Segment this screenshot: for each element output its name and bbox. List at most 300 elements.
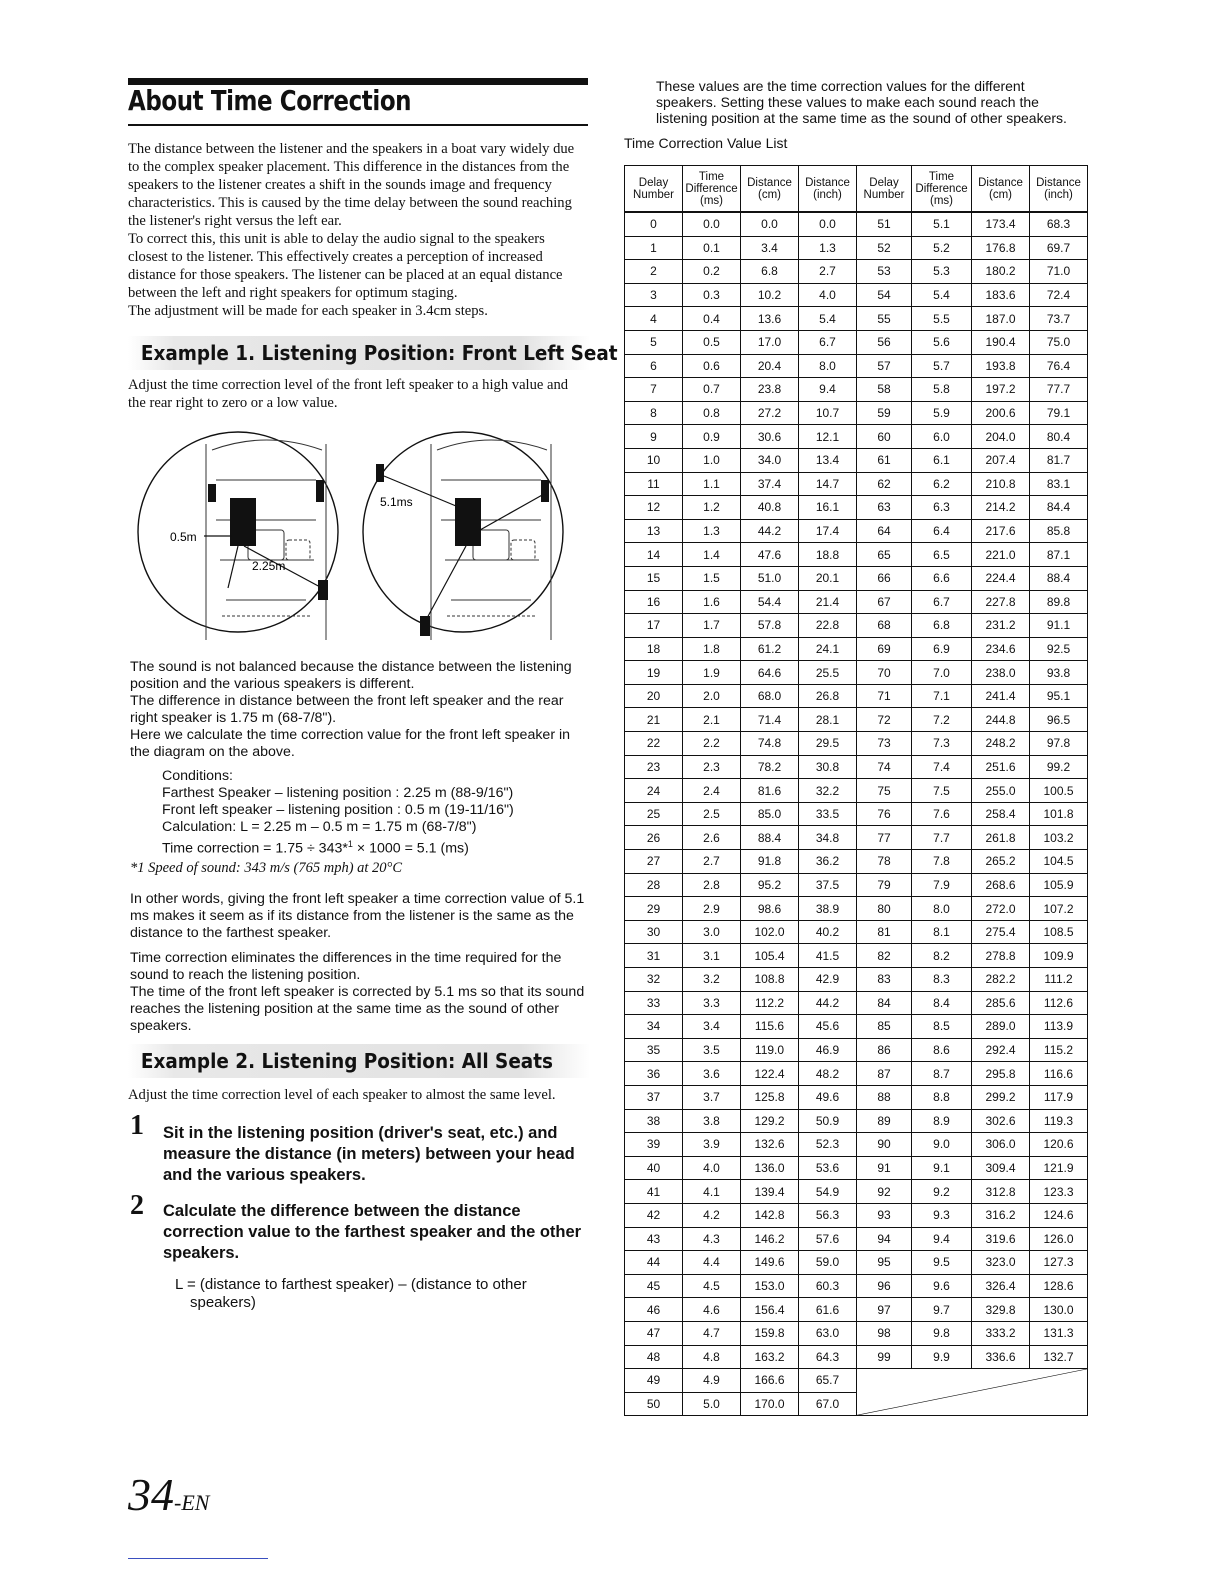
- table-cell: 9.4: [912, 1227, 972, 1251]
- table-cell: 40.8: [741, 496, 799, 520]
- table-cell: 0.3: [683, 283, 741, 307]
- table-row: [625, 684, 1088, 708]
- table-cell: 163.2: [741, 1345, 799, 1369]
- step-2-number: 2: [130, 1190, 144, 1221]
- table-cell: 1.4: [683, 543, 741, 567]
- header-distance-cm: Distance (cm): [741, 166, 799, 213]
- table-cell: 53.6: [799, 1156, 857, 1180]
- table-cell: 13.4: [799, 448, 857, 472]
- table-cell: 108.5: [1030, 920, 1088, 944]
- table-cell: 35: [625, 1038, 683, 1062]
- listening-position-diagram: [136, 420, 586, 644]
- table-cell: 95.2: [741, 873, 799, 897]
- table-cell: 61.2: [741, 637, 799, 661]
- table-cell: 31: [625, 944, 683, 968]
- table-cell: 81.7: [1030, 448, 1088, 472]
- table-cell: 3.6: [683, 1062, 741, 1086]
- table-cell: 97.8: [1030, 732, 1088, 756]
- table-cell: 2.0: [683, 684, 741, 708]
- table-row: [625, 897, 1088, 921]
- table-cell: 61: [857, 448, 912, 472]
- table-cell: 1.2: [683, 496, 741, 520]
- table-cell: 9.2: [912, 1180, 972, 1204]
- table-cell: 98.6: [741, 897, 799, 921]
- table-cell: 112.2: [741, 991, 799, 1015]
- label-near-distance: 0.5m: [170, 530, 197, 544]
- table-row: [625, 448, 1088, 472]
- table-cell: 72.4: [1030, 283, 1088, 307]
- table-cell: 67.0: [799, 1392, 857, 1416]
- table-cell: 81.6: [741, 779, 799, 803]
- table-cell: 214.2: [972, 496, 1030, 520]
- table-row: [625, 472, 1088, 496]
- table-row: [625, 732, 1088, 756]
- table-cell: 159.8: [741, 1321, 799, 1345]
- table-row: [625, 307, 1088, 331]
- table-cell: 96.5: [1030, 708, 1088, 732]
- table-cell: 33: [625, 991, 683, 1015]
- table-cell: 74.8: [741, 732, 799, 756]
- table-cell: 0.2: [683, 260, 741, 284]
- table-cell: 58: [857, 378, 912, 402]
- table-cell: 0.0: [741, 212, 799, 236]
- table-cell: 45: [625, 1274, 683, 1298]
- table-cell: 3.1: [683, 944, 741, 968]
- table-cell: 26: [625, 826, 683, 850]
- table-cell: 125.8: [741, 1085, 799, 1109]
- table-cell: 121.9: [1030, 1156, 1088, 1180]
- example-1-banner: [128, 336, 618, 370]
- table-cell: 132.7: [1030, 1345, 1088, 1369]
- table-cell: 9.5: [912, 1251, 972, 1275]
- table-cell: 48: [625, 1345, 683, 1369]
- table-cell: 6.7: [799, 330, 857, 354]
- table-cell: 49: [625, 1369, 683, 1393]
- table-cell: 8.6: [912, 1038, 972, 1062]
- table-cell: 36.2: [799, 850, 857, 874]
- table-cell: 25.5: [799, 661, 857, 685]
- table-row: [625, 543, 1088, 567]
- table-cell: 282.2: [972, 968, 1030, 992]
- table-cell: 19: [625, 661, 683, 685]
- table-cell: 78: [857, 850, 912, 874]
- table-cell: 102.0: [741, 920, 799, 944]
- table-cell: 9: [625, 425, 683, 449]
- table-row: [625, 755, 1088, 779]
- step-1-number: 1: [130, 1110, 144, 1141]
- table-row: [625, 850, 1088, 874]
- table-cell: 91: [857, 1156, 912, 1180]
- table-row: [625, 236, 1088, 260]
- table-cell: 22.8: [799, 614, 857, 638]
- table-cell: 3.2: [683, 968, 741, 992]
- table-cell: 173.4: [972, 212, 1030, 236]
- conditions-title: Conditions:: [162, 768, 233, 784]
- table-cell: 65.7: [799, 1369, 857, 1393]
- table-cell: 32: [625, 968, 683, 992]
- table-cell: 146.2: [741, 1227, 799, 1251]
- table-cell: 207.4: [972, 448, 1030, 472]
- table-cell: 20.1: [799, 566, 857, 590]
- table-row: [625, 968, 1088, 992]
- table-row: [625, 802, 1088, 826]
- table-cell: 42.9: [799, 968, 857, 992]
- condition-time-correction: Time correction = 1.75 ÷ 343*$^1$ × 1000 = 5.1 (ms): [162, 839, 469, 857]
- table-cell: 2.8: [683, 873, 741, 897]
- table-cell: 3.3: [683, 991, 741, 1015]
- calculation-intro-text: Here we calculate the time correction value for the front left speaker in the diagram on the above.: [130, 727, 571, 760]
- table-cell: 136.0: [741, 1156, 799, 1180]
- table-cell: 4.5: [683, 1274, 741, 1298]
- table-cell: 15: [625, 566, 683, 590]
- table-cell: 5.6: [912, 330, 972, 354]
- table-cell: 8.9: [912, 1109, 972, 1133]
- table-row: [625, 425, 1088, 449]
- table-row: [625, 283, 1088, 307]
- table-cell: 17: [625, 614, 683, 638]
- table-cell: 27.2: [741, 401, 799, 425]
- table-cell: 18.8: [799, 543, 857, 567]
- table-cell: 7.6: [912, 802, 972, 826]
- table-cell: 6.9: [912, 637, 972, 661]
- table-row: [625, 614, 1088, 638]
- table-cell: 21.4: [799, 590, 857, 614]
- table-cell: 40.2: [799, 920, 857, 944]
- condition-farthest: Farthest Speaker – listening position : 2.25 m (88-9/16"): [162, 785, 514, 801]
- table-cell: 59.0: [799, 1251, 857, 1275]
- table-cell: 18: [625, 637, 683, 661]
- table-cell: 88.4: [741, 826, 799, 850]
- table-cell: 69.7: [1030, 236, 1088, 260]
- table-cell: 183.6: [972, 283, 1030, 307]
- table-row: [625, 1203, 1088, 1227]
- table-cell: 9.3: [912, 1203, 972, 1227]
- table-cell: 54: [857, 283, 912, 307]
- header-distance-inch: Distance (inch): [1030, 166, 1088, 213]
- table-cell: 111.2: [1030, 968, 1088, 992]
- table-cell: 70: [857, 661, 912, 685]
- table-cell: 29: [625, 897, 683, 921]
- table-cell: 292.4: [972, 1038, 1030, 1062]
- table-cell: 3.7: [683, 1085, 741, 1109]
- label-far-distance: 2.25m: [252, 559, 286, 573]
- table-cell: 193.8: [972, 354, 1030, 378]
- header-delay-number: Delay Number: [625, 166, 683, 213]
- table-row: [625, 1274, 1088, 1298]
- table-cell: 48.2: [799, 1062, 857, 1086]
- example-1-description: Adjust the time correction level of the front left speaker to a high value and the rear right to zero or a low value.: [128, 377, 569, 411]
- table-cell: 82: [857, 944, 912, 968]
- table-cell: 34.0: [741, 448, 799, 472]
- table-cell: 28: [625, 873, 683, 897]
- table-cell: 52.3: [799, 1133, 857, 1157]
- header-time-difference: Time Difference (ms): [912, 166, 972, 213]
- table-cell: 234.6: [972, 637, 1030, 661]
- table-cell: 2.4: [683, 779, 741, 803]
- table-cell: 2.7: [799, 260, 857, 284]
- table-cell: 323.0: [972, 1251, 1030, 1275]
- speed-of-sound-footnote: *1 Speed of sound: 343 m/s (765 mph) at 20°C: [130, 860, 403, 876]
- table-cell: 13: [625, 519, 683, 543]
- table-cell: 261.8: [972, 826, 1030, 850]
- table-cell: 3.4: [683, 1015, 741, 1039]
- table-cell: 4.2: [683, 1203, 741, 1227]
- table-cell: 126.0: [1030, 1227, 1088, 1251]
- table-cell: 41: [625, 1180, 683, 1204]
- table-cell: 156.4: [741, 1298, 799, 1322]
- table-cell: 115.2: [1030, 1038, 1088, 1062]
- table-cell: 5.2: [912, 236, 972, 260]
- eliminates-paragraph: Time correction eliminates the differences in the time required for the sound to reach the listening position.: [130, 950, 562, 983]
- table-cell: 23: [625, 755, 683, 779]
- table-cell: 3.0: [683, 920, 741, 944]
- table-cell: 1.3: [799, 236, 857, 260]
- table-row: [625, 496, 1088, 520]
- table-cell: 5.7: [912, 354, 972, 378]
- table-row: [625, 519, 1088, 543]
- table-cell: 57: [857, 354, 912, 378]
- table-cell: 6.1: [912, 448, 972, 472]
- table-cell: 7.5: [912, 779, 972, 803]
- table-cell: 66: [857, 566, 912, 590]
- table-cell: 105.4: [741, 944, 799, 968]
- table-cell: 56: [857, 330, 912, 354]
- table-cell: 7.4: [912, 755, 972, 779]
- table-cell: 6.6: [912, 566, 972, 590]
- table-row: [625, 637, 1088, 661]
- table-cell: 124.6: [1030, 1203, 1088, 1227]
- table-cell: 120.6: [1030, 1133, 1088, 1157]
- table-row: [625, 1251, 1088, 1275]
- table-cell: 319.6: [972, 1227, 1030, 1251]
- table-cell: 113.9: [1030, 1015, 1088, 1039]
- table-cell: 170.0: [741, 1392, 799, 1416]
- table-cell: 255.0: [972, 779, 1030, 803]
- table-cell: 6.5: [912, 543, 972, 567]
- table-cell: 2.2: [683, 732, 741, 756]
- table-cell: 0.1: [683, 236, 741, 260]
- empty-area-diagonal: [857, 1369, 1087, 1415]
- table-cell: 59: [857, 401, 912, 425]
- footnote-mark: *1: [130, 860, 145, 876]
- table-cell: 89.8: [1030, 590, 1088, 614]
- table-cell: 1: [625, 236, 683, 260]
- table-cell: 75.0: [1030, 330, 1088, 354]
- table-cell: 3: [625, 283, 683, 307]
- table-cell: 55: [857, 307, 912, 331]
- table-cell: 316.2: [972, 1203, 1030, 1227]
- table-cell: 9.1: [912, 1156, 972, 1180]
- table-cell: 20.4: [741, 354, 799, 378]
- table-cell: 0.6: [683, 354, 741, 378]
- table-cell: 8.1: [912, 920, 972, 944]
- table-cell: 50: [625, 1392, 683, 1416]
- table-row: [625, 212, 1088, 236]
- table-row: [625, 354, 1088, 378]
- table-cell: 63: [857, 496, 912, 520]
- table-row: [625, 1298, 1088, 1322]
- table-cell: 57.6: [799, 1227, 857, 1251]
- table-cell: 77.7: [1030, 378, 1088, 402]
- table-cell: 50.9: [799, 1109, 857, 1133]
- table-cell: 78.2: [741, 755, 799, 779]
- table-cell: 9.6: [912, 1274, 972, 1298]
- table-cell: 39: [625, 1133, 683, 1157]
- table-cell: 299.2: [972, 1085, 1030, 1109]
- table-cell: 51.0: [741, 566, 799, 590]
- table-cell: 36: [625, 1062, 683, 1086]
- table-cell: 6.0: [912, 425, 972, 449]
- table-cell: 1.7: [683, 614, 741, 638]
- table-cell: 51: [857, 212, 912, 236]
- table-cell: 88: [857, 1085, 912, 1109]
- table-cell: 86: [857, 1038, 912, 1062]
- table-cell: 5.5: [912, 307, 972, 331]
- table-cell: 130.0: [1030, 1298, 1088, 1322]
- table-cell: 132.6: [741, 1133, 799, 1157]
- table-cell: 60: [857, 425, 912, 449]
- table-cell: 329.8: [972, 1298, 1030, 1322]
- table-cell: 4.3: [683, 1227, 741, 1251]
- other-words-text: In other words, giving the front left speaker a time correction value of 5.1 ms makes it seem as if its distance from the listener is the same as the distance to the farthest speaker.: [130, 891, 585, 941]
- table-cell: 9.9: [912, 1345, 972, 1369]
- table-cell: 65: [857, 543, 912, 567]
- table-cell: 238.0: [972, 661, 1030, 685]
- table-cell: 47: [625, 1321, 683, 1345]
- example-2-title: Example 2. Listening Position: All Seats: [140, 1049, 553, 1073]
- table-cell: 14: [625, 543, 683, 567]
- table-cell: 34: [625, 1015, 683, 1039]
- table-cell: 24.1: [799, 637, 857, 661]
- table-cell: 21: [625, 708, 683, 732]
- table-cell: 312.8: [972, 1180, 1030, 1204]
- table-cell: 85.0: [741, 802, 799, 826]
- table-cell: 6.8: [741, 260, 799, 284]
- table-cell: 81: [857, 920, 912, 944]
- table-cell: 43: [625, 1227, 683, 1251]
- table-cell: 98: [857, 1321, 912, 1345]
- table-cell: 11: [625, 472, 683, 496]
- table-row: [625, 826, 1088, 850]
- table-cell: 34.8: [799, 826, 857, 850]
- table-cell: 0.4: [683, 307, 741, 331]
- table-cell: 9.0: [912, 1133, 972, 1157]
- table-cell: 142.8: [741, 1203, 799, 1227]
- table-cell: 241.4: [972, 684, 1030, 708]
- table-cell: 4.9: [683, 1369, 741, 1393]
- condition-calculation: Calculation: L = 2.25 m – 0.5 m = 1.75 m (68-7/8"): [162, 819, 477, 835]
- table-row: [625, 779, 1088, 803]
- header-distance-inch: Distance (inch): [799, 166, 857, 213]
- eliminates-text: [130, 950, 586, 1035]
- table-cell: 6.3: [912, 496, 972, 520]
- table-cell: 37: [625, 1085, 683, 1109]
- table-row: [625, 944, 1088, 968]
- table-cell: 53: [857, 260, 912, 284]
- table-cell: 127.3: [1030, 1251, 1088, 1275]
- table-cell: 64.6: [741, 661, 799, 685]
- table-cell: 72: [857, 708, 912, 732]
- table-cell: 2.7: [683, 850, 741, 874]
- table-cell: 16: [625, 590, 683, 614]
- table-cell: 28.1: [799, 708, 857, 732]
- table-cell: 17.0: [741, 330, 799, 354]
- table-cell: 64: [857, 519, 912, 543]
- table-cell: 60.3: [799, 1274, 857, 1298]
- table-cell: 5.4: [912, 283, 972, 307]
- table-cell: 7.7: [912, 826, 972, 850]
- example-1-title: Example 1. Listening Position: Front Left Seat: [140, 341, 618, 365]
- table-cell: 265.2: [972, 850, 1030, 874]
- table-cell: 76.4: [1030, 354, 1088, 378]
- table-cell: 83.1: [1030, 472, 1088, 496]
- table-cell: 45.6: [799, 1015, 857, 1039]
- table-cell: 67: [857, 590, 912, 614]
- table-body: [625, 212, 1088, 1416]
- table-cell: 116.6: [1030, 1062, 1088, 1086]
- table-row: [625, 1015, 1088, 1039]
- table-cell: 83: [857, 968, 912, 992]
- table-cell: 10: [625, 448, 683, 472]
- table-cell: 0.8: [683, 401, 741, 425]
- table-cell: 7.8: [912, 850, 972, 874]
- table-cell: 25: [625, 802, 683, 826]
- table-cell: 105.9: [1030, 873, 1088, 897]
- table-cell: 8.2: [912, 944, 972, 968]
- table-cell: 37.4: [741, 472, 799, 496]
- bottom-rule: [128, 1558, 268, 1559]
- table-cell: 76: [857, 802, 912, 826]
- table-cell: 251.6: [972, 755, 1030, 779]
- table-cell: 3.9: [683, 1133, 741, 1157]
- condition-front-left: Front left speaker – listening position : 0.5 m (19-11/16"): [162, 802, 514, 818]
- table-cell: 12: [625, 496, 683, 520]
- table-cell: 4.0: [799, 283, 857, 307]
- table-cell: 2: [625, 260, 683, 284]
- explanation-block: [130, 659, 586, 761]
- table-row: [625, 401, 1088, 425]
- table-cell: 30: [625, 920, 683, 944]
- table-intro-text: These values are the time correction values for the different speakers. Setting these values to make each sound reach the listening position at the same time as the sound of other speakers.: [656, 78, 1067, 126]
- table-cell: 221.0: [972, 543, 1030, 567]
- table-row: [625, 330, 1088, 354]
- table-cell: 84: [857, 991, 912, 1015]
- table-cell: 0.0: [799, 212, 857, 236]
- step-1-text: Sit in the listening position (driver's seat, etc.) and measure the distance (in meters) between your head and the various speakers.: [163, 1124, 575, 1184]
- example-2-banner: [128, 1044, 590, 1078]
- table-cell: 46.9: [799, 1038, 857, 1062]
- table-cell: 2.5: [683, 802, 741, 826]
- table-cell: 268.6: [972, 873, 1030, 897]
- table-cell: 248.2: [972, 732, 1030, 756]
- table-cell: 1.9: [683, 661, 741, 685]
- table-cell: 176.8: [972, 236, 1030, 260]
- table-cell: 153.0: [741, 1274, 799, 1298]
- table-cell: 8.8: [912, 1085, 972, 1109]
- table-cell: 4.0: [683, 1156, 741, 1180]
- table-cell: 289.0: [972, 1015, 1030, 1039]
- table-cell: 92.5: [1030, 637, 1088, 661]
- table-cell: 7: [625, 378, 683, 402]
- table-cell: 4.6: [683, 1298, 741, 1322]
- table-cell: 306.0: [972, 1133, 1030, 1157]
- table-cell: 9.4: [799, 378, 857, 402]
- table-cell: 20: [625, 684, 683, 708]
- table-cell: 108.8: [741, 968, 799, 992]
- table-cell: 85: [857, 1015, 912, 1039]
- table-cell: 24: [625, 779, 683, 803]
- table-cell: 44.2: [799, 991, 857, 1015]
